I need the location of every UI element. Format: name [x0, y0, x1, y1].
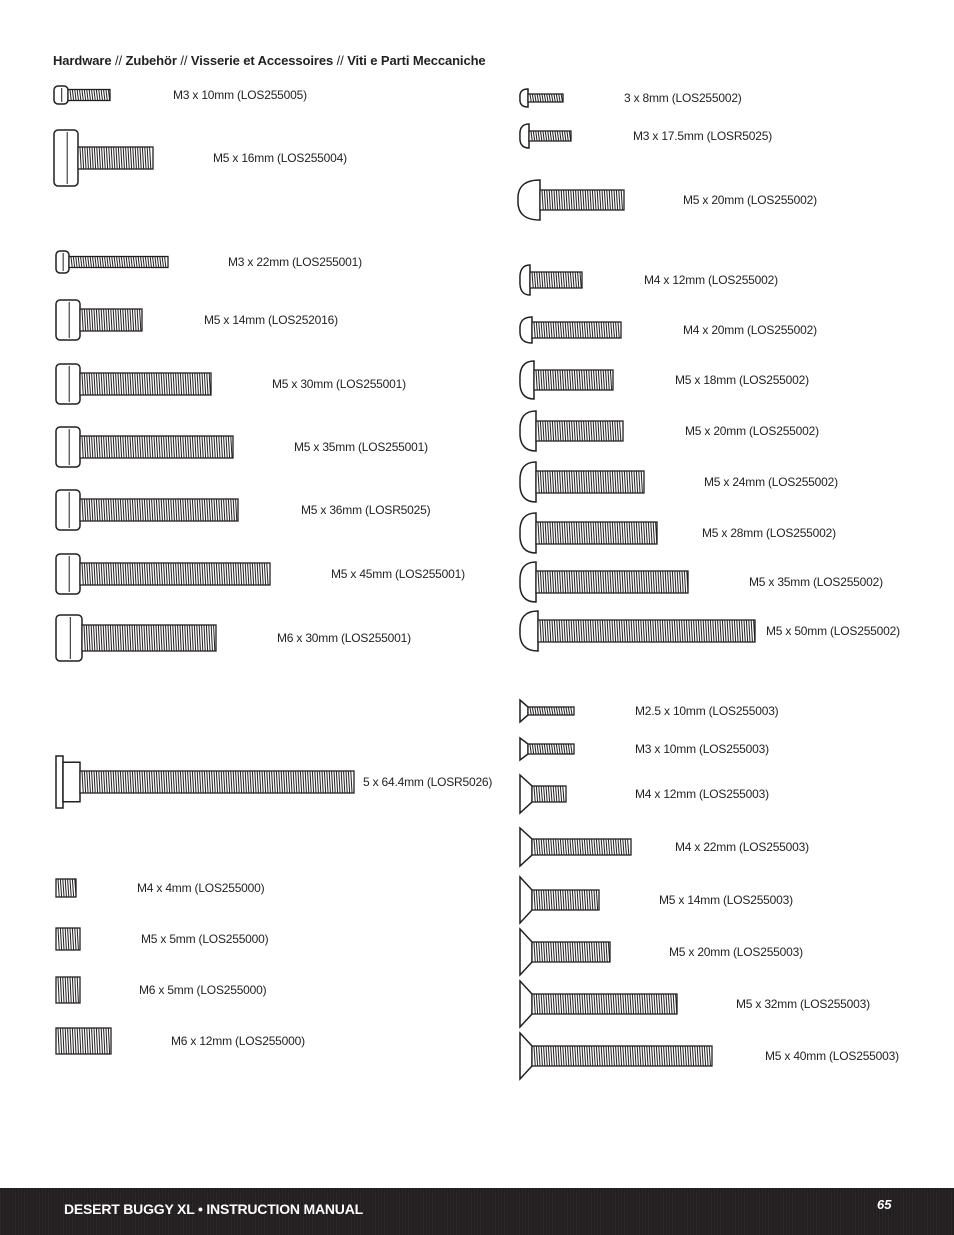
part-label: 5 x 64.4mm (LOSR5026): [363, 775, 493, 789]
part-label: M3 x 17.5mm (LOSR5025): [633, 129, 772, 143]
part-label: M5 x 14mm (LOS252016): [204, 313, 338, 327]
part-label: M3 x 22mm (LOS255001): [228, 255, 362, 269]
part-label: M3 x 10mm (LOS255005): [173, 88, 307, 102]
screw-icon: [519, 409, 626, 453]
screw-head: [520, 562, 536, 602]
part-label: M5 x 35mm (LOS255002): [749, 575, 883, 589]
screw-head: [520, 513, 536, 553]
screw-head: [520, 124, 529, 148]
screw-head: [520, 611, 538, 651]
screw-icon: [519, 460, 647, 504]
screw-head: [56, 427, 80, 467]
screw-icon: [519, 1031, 715, 1081]
screw-icon: [55, 926, 83, 952]
screw-icon: [519, 736, 577, 762]
heading-separator: //: [333, 53, 348, 68]
screw-icon: [519, 609, 758, 653]
part-label: M5 x 20mm (LOS255002): [683, 193, 817, 207]
part-label: M5 x 32mm (LOS255003): [736, 997, 870, 1011]
screw-head: [520, 775, 532, 813]
part-label: M5 x 16mm (LOS255004): [213, 151, 347, 165]
part-label: M6 x 5mm (LOS255000): [139, 983, 267, 997]
screw-head: [56, 364, 80, 404]
part-label: M4 x 22mm (LOS255003): [675, 840, 809, 854]
part-label: M4 x 20mm (LOS255002): [683, 323, 817, 337]
screw-head: [56, 490, 80, 530]
page-heading: [53, 53, 486, 68]
part-label: M5 x 24mm (LOS255002): [704, 475, 838, 489]
screw-icon: [55, 298, 145, 342]
heading-part-4: Viti e Parti Meccaniche: [347, 53, 486, 68]
heading-part-1: Hardware: [53, 53, 112, 68]
screw-head: [520, 877, 532, 923]
screw-head: [520, 89, 528, 107]
screw-head: [520, 462, 536, 502]
screw-icon: [53, 84, 113, 106]
part-label: M5 x 28mm (LOS255002): [702, 526, 836, 540]
part-label: M5 x 30mm (LOS255001): [272, 377, 406, 391]
part-label: M5 x 50mm (LOS255002): [766, 624, 900, 638]
screw-head: [520, 411, 536, 451]
screw-head: [520, 929, 532, 975]
part-label: M6 x 30mm (LOS255001): [277, 631, 411, 645]
heading-separator: //: [111, 53, 126, 68]
screw-flange: [56, 756, 63, 808]
screw-head: [56, 615, 82, 661]
part-label: M4 x 12mm (LOS255003): [635, 787, 769, 801]
screw-head: [54, 86, 68, 104]
part-label: M5 x 18mm (LOS255002): [675, 373, 809, 387]
part-label: M5 x 14mm (LOS255003): [659, 893, 793, 907]
screw-icon: [519, 773, 569, 815]
screw-icon: [55, 488, 241, 532]
screw-icon: [55, 249, 171, 275]
screw-head: [520, 361, 534, 399]
screw-icon: [55, 1026, 114, 1056]
heading-part-2: Zubehör: [125, 53, 177, 68]
screw-icon: [55, 362, 214, 406]
screw-icon: [519, 315, 624, 345]
screw-icon: [517, 178, 627, 222]
part-label: M4 x 4mm (LOS255000): [137, 881, 265, 895]
screw-head: [520, 265, 530, 295]
screw-icon: [519, 979, 680, 1029]
screw-shank: [78, 147, 153, 169]
screw-threads: [58, 978, 78, 1003]
part-label: M5 x 5mm (LOS255000): [141, 932, 269, 946]
part-label: M3 x 10mm (LOS255003): [635, 742, 769, 756]
part-label: M5 x 35mm (LOS255001): [294, 440, 428, 454]
screw-head: [520, 738, 528, 760]
screw-icon: [55, 552, 273, 596]
part-label: 3 x 8mm (LOS255002): [624, 91, 742, 105]
screw-icon: [519, 560, 691, 604]
part-label: M2.5 x 10mm (LOS255003): [635, 704, 779, 718]
screw-head: [56, 300, 80, 340]
screw-icon: [519, 359, 616, 401]
screw-icon: [55, 613, 219, 663]
screw-icon: [55, 877, 79, 899]
screw-icon: [519, 826, 634, 868]
screw-shank: [532, 322, 621, 338]
part-label: M5 x 36mm (LOSR5025): [301, 503, 431, 517]
screw-head: [520, 317, 532, 343]
screw-icon: [519, 875, 602, 925]
screw-threads: [58, 929, 78, 950]
screw-icon: [519, 698, 577, 724]
screw-icon: [519, 87, 566, 109]
screw-head: [520, 1033, 532, 1079]
screw-head: [518, 180, 540, 220]
screw-icon: [519, 122, 574, 150]
footer-title: DESERT BUGGY XL • INSTRUCTION MANUAL: [64, 1201, 363, 1217]
screw-head: [520, 981, 532, 1027]
part-label: M5 x 20mm (LOS255003): [669, 945, 803, 959]
part-label: M6 x 12mm (LOS255000): [171, 1034, 305, 1048]
screw-head: [56, 554, 80, 594]
part-label: M5 x 45mm (LOS255001): [331, 567, 465, 581]
part-label: M5 x 20mm (LOS255002): [685, 424, 819, 438]
screw-icon: [53, 128, 156, 188]
screw-head: [520, 700, 528, 722]
screw-icon: [519, 263, 585, 297]
screw-icon: [519, 511, 660, 555]
screw-icon: [519, 927, 613, 977]
footer-bar: [0, 1188, 954, 1235]
screw-head: [63, 762, 80, 802]
screw-icon: [55, 975, 83, 1005]
page-number: 65: [877, 1197, 892, 1212]
screw-head: [56, 251, 69, 273]
screw-head: [520, 828, 532, 866]
part-label: M5 x 40mm (LOS255003): [765, 1049, 899, 1063]
screw-icon: [55, 754, 357, 810]
heading-part-3: Visserie et Accessoires: [190, 53, 334, 68]
part-label: M4 x 12mm (LOS255002): [644, 273, 778, 287]
screw-head: [54, 130, 78, 186]
screw-icon: [55, 425, 236, 469]
heading-separator: //: [176, 53, 191, 68]
